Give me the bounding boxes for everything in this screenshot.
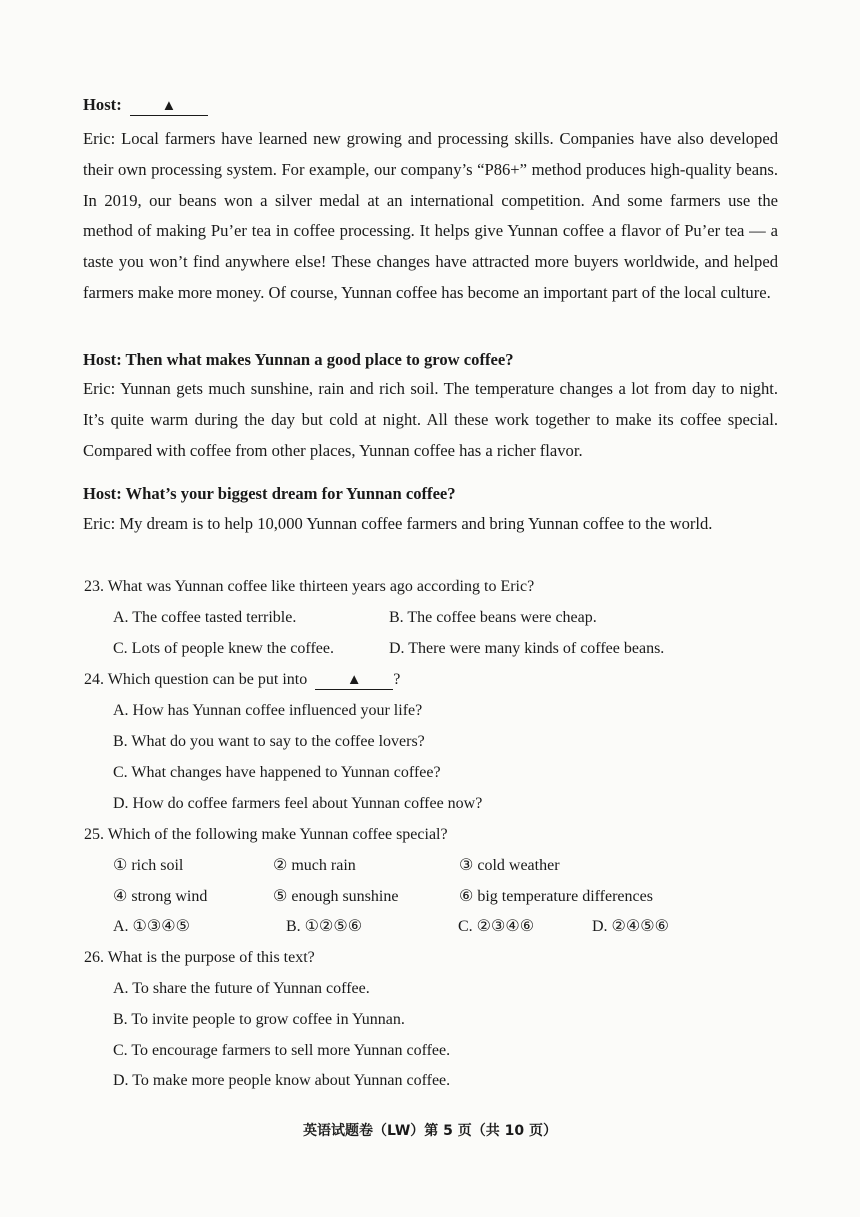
question-25-option-a: A. ①③④⑤	[113, 918, 190, 935]
question-24-option-c: C. What changes have happened to Yunnan coffee?	[113, 764, 441, 781]
question-26-option-a: A. To share the future of Yunnan coffee.	[113, 980, 370, 997]
question-23-option-b: B. The coffee beans were cheap.	[389, 609, 597, 626]
question-25-item: ③ cold weather	[459, 857, 560, 874]
answer-blank	[130, 96, 208, 116]
question-25-item: ⑤ enough sunshine	[273, 888, 399, 905]
question-23-option-c: C. Lots of people knew the coffee.	[113, 640, 334, 657]
host-question-1	[83, 94, 783, 116]
question-23-option-a: A. The coffee tasted terrible.	[113, 609, 297, 626]
question-25-stem: 25. Which of the following make Yunnan coffee special?	[84, 826, 448, 843]
question-23-option-d: D. There were many kinds of coffee beans.	[389, 640, 665, 657]
question-23-stem: 23. What was Yunnan coffee like thirteen years ago according to Eric?	[84, 578, 535, 595]
page-footer: 英语试题卷（LW）第 5 页（共 10 页）	[303, 1123, 557, 1139]
question-25-item: ① rich soil	[113, 857, 184, 874]
question-25-item: ⑥ big temperature differences	[459, 888, 653, 905]
triangle-icon: ▲	[161, 98, 177, 114]
question-25-item: ② much rain	[273, 857, 356, 874]
question-26-option-c: C. To encourage farmers to sell more Yunnan coffee.	[113, 1042, 451, 1059]
question-25-option-d: D. ②④⑤⑥	[592, 918, 669, 935]
host-question-2: Host: Then what makes Yunnan a good place to grow coffee?	[83, 350, 514, 369]
question-24-stem-text: 24. Which question can be put into	[84, 671, 308, 688]
question-24-stem	[84, 669, 400, 691]
answer-blank	[315, 671, 393, 690]
question-26-stem: 26. What is the purpose of this text?	[84, 949, 315, 966]
question-26-option-b: B. To invite people to grow coffee in Yunnan.	[113, 1011, 405, 1028]
question-25-option-c: C. ②③④⑥	[458, 918, 535, 935]
question-24-option-d: D. How do coffee farmers feel about Yunnan coffee now?	[113, 795, 483, 812]
question-25-item: ④ strong wind	[113, 888, 208, 905]
question-26-option-d: D. To make more people know about Yunnan coffee.	[113, 1072, 451, 1089]
question-24-stem-end: ?	[393, 671, 401, 688]
host-label: Host:	[83, 95, 122, 114]
eric-answer-3: Eric: My dream is to help 10,000 Yunnan coffee farmers and bring Yunnan coffee to the world.	[83, 514, 713, 533]
question-24-option-a: A. How has Yunnan coffee influenced your life?	[113, 702, 423, 719]
eric-answer-2: Eric: Yunnan gets much sunshine, rain and rich soil. The temperature changes a lot from day to night. It’s quite warm during the day but cold at night. All these work together to make its coffee special. Compared with coffee from other places, Yunnan coffee has a richer flavor.	[83, 379, 778, 460]
triangle-icon: ▲	[346, 672, 362, 688]
eric-answer-1: Eric: Local farmers have learned new growing and processing skills. Companies have also developed their own processing system. For example, our company’s “P86+” method produces high-quality beans. In 2019, our beans won a silver medal at an international competition. And some farmers use the method of making Pu’er tea in coffee processing. It helps give Yunnan coffee a flavor of Pu’er tea — a taste you won’t find anywhere else! These changes have attracted more buyers worldwide, and helped farmers make more money. Of course, Yunnan coffee has become an important part of the local culture.	[83, 129, 778, 302]
question-24-option-b: B. What do you want to say to the coffee lovers?	[113, 733, 425, 750]
question-25-option-b: B. ①②⑤⑥	[286, 918, 363, 935]
host-question-3: Host: What’s your biggest dream for Yunnan coffee?	[83, 484, 456, 503]
